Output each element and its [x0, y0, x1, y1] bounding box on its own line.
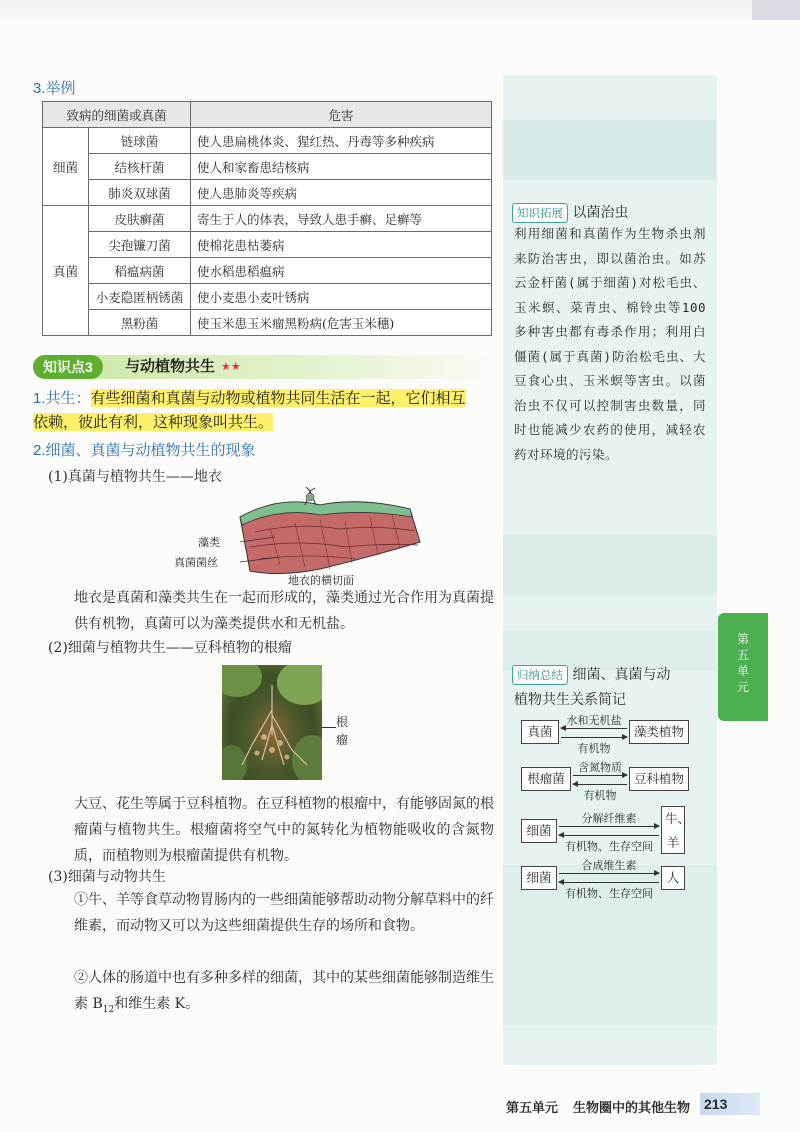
arrow-left-icon	[561, 728, 627, 729]
relation-left-box: 细菌	[521, 866, 557, 890]
page-number: 213	[700, 1093, 760, 1115]
relation-bottom-label: 有机物	[583, 789, 617, 802]
unit-tab-label: 第五单元	[736, 632, 749, 694]
arrow-left-icon	[573, 784, 627, 785]
page-corner	[752, 0, 800, 20]
relation-top-label: 含氮物质	[578, 761, 622, 774]
table-row	[43, 128, 492, 154]
relation-bottom-label: 有机物、生存空间	[565, 840, 653, 853]
nodule-leader-line	[322, 727, 336, 728]
definition-text-1: 有些细菌和真菌与动物或植物共同生活在一起，它们相互	[90, 389, 466, 407]
extension-text: 利用细菌和真菌作为生物杀虫剂来防治害虫，即以菌治虫。如苏云金杆菌(属于细菌)对松毛虫、玉米螟、菜青虫、棉铃虫等100多种害虫都有毒杀作用；利用白僵菌(属于真菌)防治松毛虫、大豆食心虫、玉米螟等害虫。以菌治虫不仅可以控制害虫数量，同时也能减少农药的使用，减轻农药对环境的污染。	[514, 226, 706, 462]
pathogen-name: 尖孢镰刀菌	[89, 232, 191, 258]
harm-cell: 使小麦患小麦叶锈病	[191, 284, 492, 310]
pathogen-name: 结核杆菌	[89, 154, 191, 180]
lichen-hyphae-label: 真菌菌丝	[174, 556, 218, 569]
table-row	[43, 154, 492, 180]
relation-left-box: 真菌	[521, 720, 559, 744]
harm-cell: 使玉米患玉米瘤黑粉病(危害玉米穗)	[191, 310, 492, 336]
section-title-examples: 3.举例	[33, 80, 76, 97]
pathogen-name: 黑粉菌	[89, 310, 191, 336]
extension-tag: 知识拓展	[512, 203, 568, 223]
table-row	[43, 258, 492, 284]
pathogen-name: 小麦隐匿柄锈菌	[89, 284, 191, 310]
relation-right-box: 人	[661, 866, 685, 890]
relation-bottom-label: 有机物	[577, 742, 611, 755]
relation-right-box: 牛、羊	[661, 806, 685, 854]
lichen-paragraph: 地衣是真菌和藻类共生在一起而形成的，藻类通过光合作用为真菌提供有机物，真菌可以为藻类提供水和无机盐。	[74, 590, 494, 632]
page-top-edge	[0, 0, 800, 20]
relation-left-box: 根瘤菌	[521, 767, 571, 791]
importance-stars-icon: ★★	[221, 360, 241, 373]
table-row	[43, 310, 492, 336]
relation-left-box: 细菌	[521, 819, 557, 843]
harm-cell: 使人患扁桃体炎、猩红热、丹毒等多种疾病	[191, 128, 492, 154]
item2-text: ②人体的肠道中也有多种多样的细菌，其中的某些细菌能够制造维生素 B	[74, 970, 494, 1012]
relation-top-label: 合成维生素	[581, 859, 637, 872]
arrow-left-icon	[559, 882, 659, 883]
animal-item-2	[74, 965, 494, 1023]
knowledge-point-bar	[33, 355, 493, 379]
subsection-lichen-title: (1)真菌与植物共生——地衣	[48, 469, 222, 485]
table-row	[43, 232, 492, 258]
pathogen-name: 稻瘟病菌	[89, 258, 191, 284]
vitamin-subscript: 12	[102, 1004, 115, 1015]
arrow-right-icon	[573, 775, 627, 776]
relation-top-label: 分解纤维素	[581, 812, 637, 825]
extension-title: 以菌治虫	[572, 205, 629, 221]
category-cell: 细菌	[43, 128, 89, 206]
summary-header	[512, 664, 670, 685]
harm-cell: 寄生于人的体表，导致人患手癣、足癣等	[191, 206, 492, 232]
pathogen-name: 皮肤癣菌	[89, 206, 191, 232]
table-row	[43, 284, 492, 310]
nodule-label: 根瘤	[336, 715, 349, 747]
arrow-right-icon	[559, 873, 659, 874]
pathogen-name: 链球菌	[89, 128, 191, 154]
arrow-right-icon	[559, 826, 659, 827]
lichen-caption: 地衣的横切面	[288, 574, 354, 587]
subsection-animal-title: (3)细菌与动物共生	[48, 869, 166, 885]
table-header-harm: 危害	[191, 102, 492, 128]
table-header-pathogen: 致病的细菌或真菌	[43, 102, 191, 128]
item2-text-end: 和维生素 K。	[114, 996, 200, 1012]
arrow-right-icon	[561, 737, 627, 738]
knowledge-point-title: 与动植物共生	[125, 358, 216, 375]
relation-bottom-label: 有机物、生存空间	[565, 887, 653, 900]
relation-right-box: 豆科植物	[629, 767, 689, 791]
footer-chapter: 生物圈中的其他生物	[573, 1100, 691, 1115]
root-lines-figure	[222, 665, 322, 780]
relation-top-label: 水和无机盐	[566, 714, 622, 727]
harm-cell: 使水稻患稻瘟病	[191, 258, 492, 284]
table-row	[43, 206, 492, 232]
knowledge-point-badge: 知识点3	[33, 355, 103, 379]
definition-text-2: 依赖，彼此有利，这种现象叫共生。	[33, 413, 274, 431]
pathogen-table	[42, 101, 492, 336]
summary-title-2: 植物共生关系简记	[514, 692, 626, 708]
unit-side-tab[interactable]	[718, 613, 768, 721]
extension-header	[512, 202, 628, 223]
definition-label: 1.共生：	[33, 390, 91, 407]
lichen-algae-label: 藻类	[198, 536, 220, 549]
relation-right-box: 藻类植物	[629, 720, 689, 744]
animal-item-1: ①牛、羊等食草动物胃肠内的一些细菌能够帮助动物分解草料中的纤维素，而动物又可以为这些细菌提供生存的场所和食物。	[74, 892, 494, 934]
harm-cell: 使人和家畜患结核病	[191, 154, 492, 180]
definition-line-2	[33, 411, 273, 433]
summary-tag: 归纳总结	[512, 665, 568, 685]
root-nodule-photo	[222, 665, 322, 780]
definition-line-1	[33, 387, 466, 410]
category-cell: 真菌	[43, 206, 89, 336]
harm-cell: 使棉花患枯萎病	[191, 232, 492, 258]
table-row	[43, 180, 492, 206]
nodule-paragraph: 大豆、花生等属于豆科植物。在豆科植物的根瘤中，有能够固氮的根瘤菌与植物共生。根瘤菌将空气中的氮转化为植物能吸收的含氮物质，而植物则为根瘤菌提供有机物。	[74, 796, 494, 864]
lichen-cross-section-figure	[170, 487, 430, 587]
footer-unit: 第五单元	[506, 1100, 559, 1115]
pathogen-name: 肺炎双球菌	[89, 180, 191, 206]
section-title-symbiosis: 2.细菌、真菌与动植物共生的现象	[33, 442, 256, 459]
harm-cell: 使人患肺炎等疾病	[191, 180, 492, 206]
summary-title-1: 细菌、真菌与动	[572, 667, 671, 683]
arrow-left-icon	[559, 835, 659, 836]
subsection-nodule-title: (2)细菌与植物共生——豆科植物的根瘤	[48, 640, 292, 656]
